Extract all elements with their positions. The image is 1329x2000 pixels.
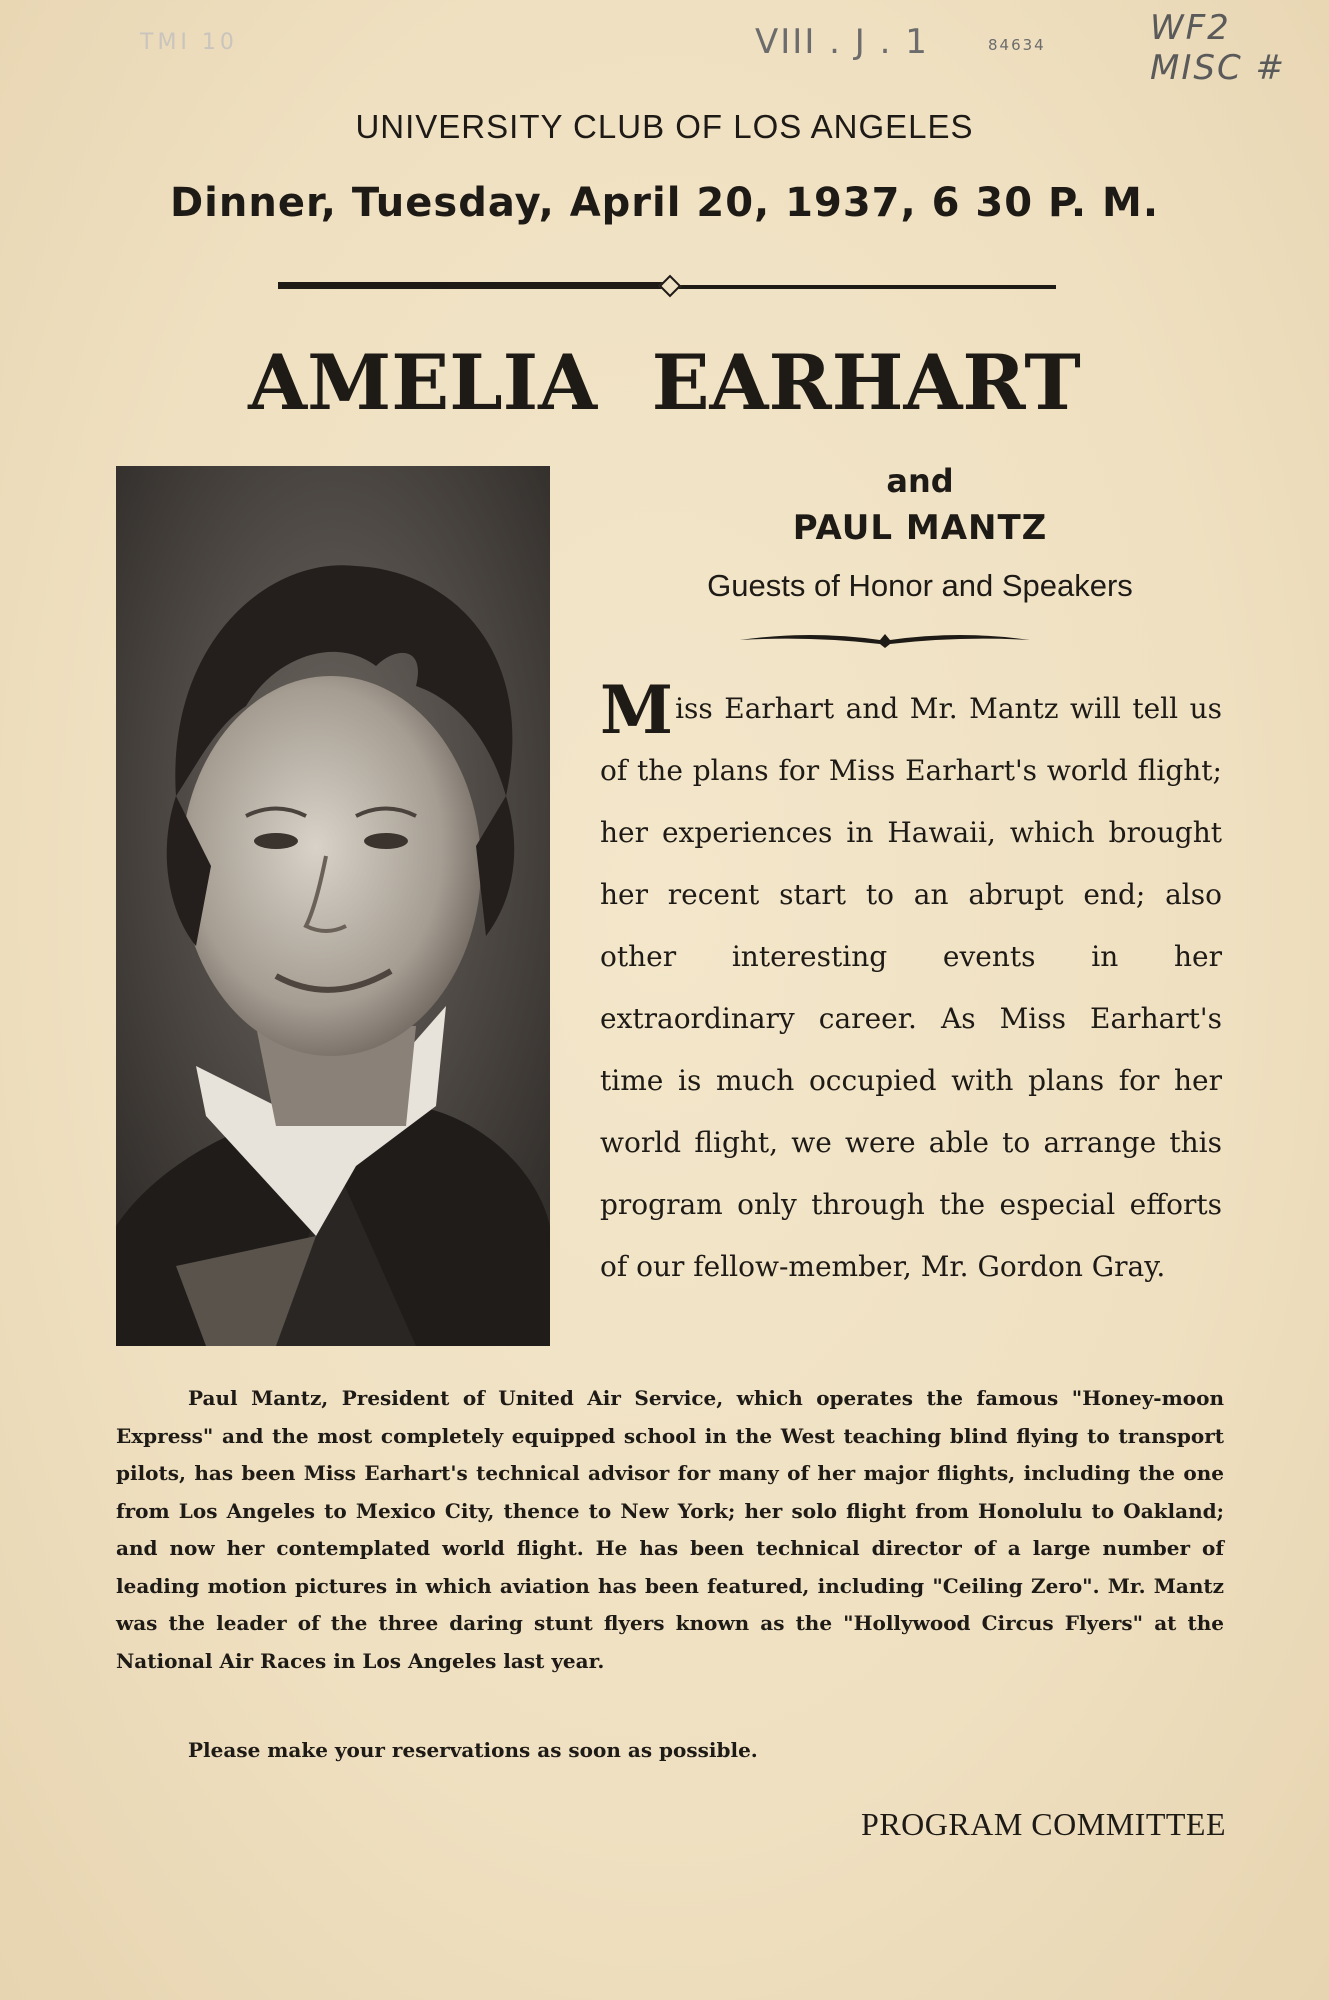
archive-stamp-faint: TMI 10 xyxy=(140,30,238,55)
archive-accession-number: 84634 xyxy=(988,36,1046,54)
and-connector: and xyxy=(886,462,954,500)
archive-folder-note xyxy=(1150,8,1286,88)
guests-subtitle: Guests of Honor and Speakers xyxy=(707,568,1133,603)
header-divider-thick xyxy=(278,282,668,288)
portrait-photo-illustration xyxy=(116,466,550,1346)
program-committee-signature: PROGRAM COMMITTEE xyxy=(861,1806,1226,1842)
archive-folder-line1: WF2 xyxy=(1150,8,1231,48)
archive-folder-line2: MISC # xyxy=(1150,48,1286,88)
announcement-text: iss Earhart and Mr. Mantz will tell us of the plans for Miss Earhart's world flight; her experiences in Hawaii, which brought her recent start to an abrupt end; also other interesting events in her extraordinary career. As Miss Earhart's time is much occupied with plans for her world flight, we were able to arrange this program only through the especial efforts of our fellow-member, Mr. Gordon Gray. xyxy=(600,692,1222,1283)
second-guest-name: PAUL MANTZ xyxy=(792,508,1048,548)
ornamental-flourish xyxy=(740,626,1030,650)
mantz-biography-paragraph: Paul Mantz, President of United Air Service, which operates the famous "Honey-moon Express" and the most completely equipped school in the West teaching blind flying to transport pilots, has been Miss Earhart's technical advisor for many of her major flights, including the one from Los Angeles to Mexico City, thence to New York; her solo flight from Honolulu to Oakland; and now her contemplated world flight. He has been technical director of a large number of leading motion pictures in which aviation has been featured, including "Ceiling Zero". Mr. Mantz was the leader of the three daring stunt flyers known as the "Hollywood Circus Flyers" at the National Air Races in Los Angeles last year. xyxy=(116,1386,1224,1673)
archive-call-number: VIII . J . 1 xyxy=(755,22,929,62)
portrait-photo xyxy=(116,466,550,1346)
club-name: UNIVERSITY CLUB OF LOS ANGELES xyxy=(355,108,974,145)
main-title: AMELIA EARHART xyxy=(248,338,1081,427)
announcement-paragraph xyxy=(600,671,1222,1298)
header-divider xyxy=(278,285,1056,289)
dinner-date: Dinner, Tuesday, April 20, 1937, 6 30 P. M. xyxy=(169,180,1160,226)
reservation-note: Please make your reservations as soon as possible. xyxy=(188,1738,758,1762)
drop-cap-letter: M xyxy=(600,671,674,749)
